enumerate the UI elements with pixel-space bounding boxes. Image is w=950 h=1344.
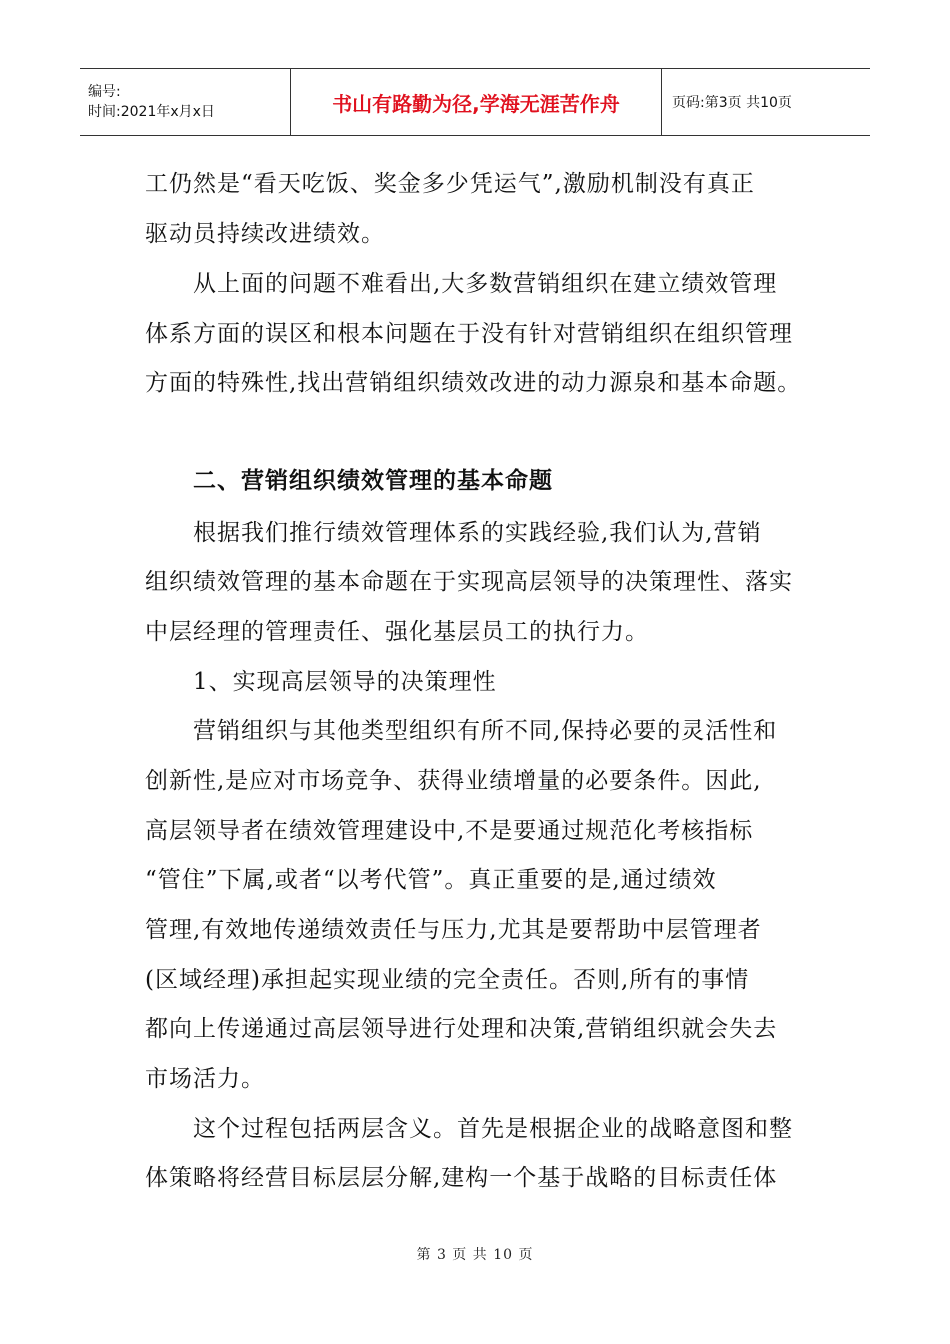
body-line: 驱动员持续改进绩效。: [145, 221, 385, 247]
section-heading: 二、营销组织绩效管理的基本命题: [145, 467, 553, 494]
body-line: 根据我们推行绩效管理体系的实践经验,我们认为,营销: [145, 520, 762, 546]
body-line: 市场活力。: [145, 1066, 265, 1092]
body-line: 中层经理的管理责任、强化基层员工的执行力。: [145, 619, 649, 645]
body-line: 体策略将经营目标层层分解,建构一个基于战略的目标责任体: [145, 1165, 778, 1191]
footer-page-number: 第 3 页 共 10 页: [416, 1247, 534, 1263]
header-motto: 书山有路勤为径,学海无涯苦作舟: [291, 69, 662, 136]
body-line: 组织绩效管理的基本命题在于实现高层领导的决策理性、落实: [145, 569, 793, 595]
body-line: 从上面的问题不难看出,大多数营销组织在建立绩效管理: [145, 271, 778, 297]
body-line: 营销组织与其他类型组织有所不同,保持必要的灵活性和: [145, 718, 778, 744]
body-line: 高层领导者在绩效管理建设中,不是要通过规范化考核指标: [145, 818, 754, 844]
body-line: 管理,有效地传递绩效责任与压力,尤其是要帮助中层管理者: [145, 917, 762, 943]
header-page-info: 页码:第3页 共10页: [662, 69, 871, 136]
document-number-label: 编号:: [88, 84, 121, 100]
document-header: [80, 68, 870, 136]
body-line: “管住”下属,或者“以考代管”。真正重要的是,通过绩效: [145, 867, 717, 893]
body-line: 创新性,是应对市场竞争、获得业绩增量的必要条件。因此,: [145, 768, 762, 794]
header-meta-cell: [80, 69, 291, 136]
body-line: 这个过程包括两层含义。首先是根据企业的战略意图和整: [145, 1116, 793, 1142]
body-line: 工仍然是“看天吃饭、奖金多少凭运气”,激励机制没有真正: [145, 171, 755, 197]
body-line: 都向上传递通过高层领导进行处理和决策,营销组织就会失去: [145, 1016, 778, 1042]
document-time-label: 时间:2021年x月x日: [88, 104, 215, 120]
subsection-heading: 1、实现高层领导的决策理性: [145, 669, 497, 695]
body-line: 方面的特殊性,找出营销组织绩效改进的动力源泉和基本命题。: [145, 370, 802, 396]
body-line: (区域经理)承担起实现业绩的完全责任。否则,所有的事情: [145, 967, 750, 993]
body-line: 体系方面的误区和根本问题在于没有针对营销组织在组织管理: [145, 321, 793, 347]
